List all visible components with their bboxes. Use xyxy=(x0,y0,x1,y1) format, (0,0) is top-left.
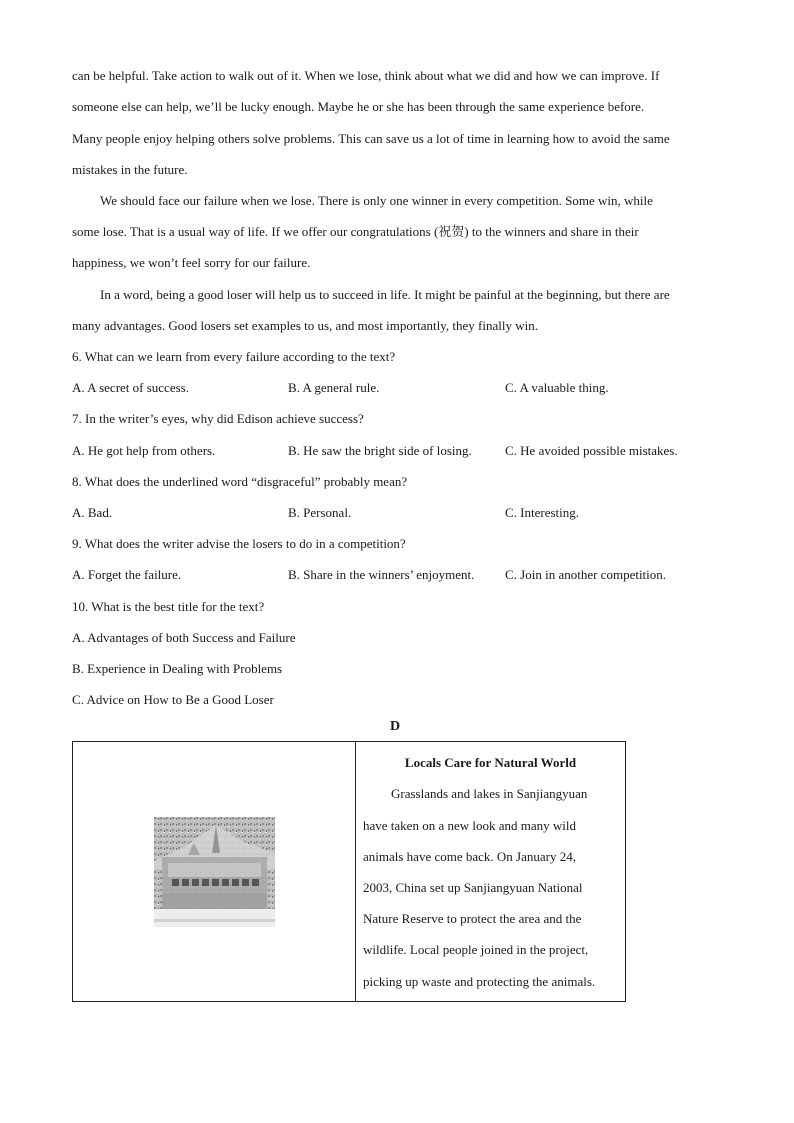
question-stem: 8. What does the underlined word “disgraceful” probably mean? xyxy=(72,474,408,489)
option-c: C. Interesting. xyxy=(505,505,580,520)
option-a: A. A secret of success. xyxy=(72,380,189,395)
passage-line: someone else can help, we’ll be lucky enough. Maybe he or she has been through the same experience before. xyxy=(72,99,645,114)
section-d-line: Grasslands and lakes in Sanjiangyuan xyxy=(391,786,588,801)
section-d-title: Locals Care for Natural World xyxy=(404,755,577,770)
question-stem: 6. What can we learn from every failure according to the text? xyxy=(72,349,396,364)
section-d-line: wildlife. Local people joined in the project, xyxy=(363,942,589,957)
option-a: A. Advantages of both Success and Failure xyxy=(72,630,296,645)
passage-line: We should face our failure when we lose. There is only one winner in every competition. Some win, while xyxy=(100,193,653,208)
passage-line: Many people enjoy helping others solve problems. This can save us a lot of time in learning how to avoid the same xyxy=(72,131,670,146)
section-letter: D xyxy=(390,719,401,734)
passage-line: happiness, we won’t feel sorry for our failure. xyxy=(72,255,311,270)
section-d-line: picking up waste and protecting the animals. xyxy=(363,974,596,989)
passage-line: mistakes in the future. xyxy=(72,162,188,177)
table-divider xyxy=(355,742,356,1001)
option-b: B. Personal. xyxy=(288,505,352,520)
passage-line: can be helpful. Take action to walk out of it. When we lose, think about what we did and how we can improve. If xyxy=(72,68,660,83)
option-a: A. Forget the failure. xyxy=(72,567,182,582)
section-d-line: 2003, China set up Sanjiangyuan National xyxy=(363,880,583,895)
option-c: C. He avoided possible mistakes. xyxy=(505,443,678,458)
section-d-table xyxy=(72,741,626,1002)
option-b: B. He saw the bright side of losing. xyxy=(288,443,472,458)
option-a: A. He got help from others. xyxy=(72,443,216,458)
option-c: C. Join in another competition. xyxy=(505,567,667,582)
passage-line: In a word, being a good loser will help us to succeed in life. It might be painful at the beginning, but there are xyxy=(100,287,670,302)
option-a: A. Bad. xyxy=(72,505,113,520)
section-d-line: animals have come back. On January 24, xyxy=(363,849,576,864)
passage-line: some lose. That is a usual way of life. If we offer our congratulations (祝贺) to the winners and share in their xyxy=(72,224,639,239)
question-stem: 10. What is the best title for the text? xyxy=(72,599,265,614)
option-b: B. Experience in Dealing with Problems xyxy=(72,661,283,676)
question-stem: 9. What does the writer advise the losers to do in a competition? xyxy=(72,536,406,551)
option-b: B. A general rule. xyxy=(288,380,380,395)
option-b: B. Share in the winners’ enjoyment. xyxy=(288,567,475,582)
passage-line: many advantages. Good losers set examples to us, and most importantly, they finally win. xyxy=(72,318,538,333)
option-c: C. A valuable thing. xyxy=(505,380,609,395)
section-d-line: Nature Reserve to protect the area and the xyxy=(363,911,582,926)
question-stem: 7. In the writer’s eyes, why did Edison achieve success? xyxy=(72,411,364,426)
option-c: C. Advice on How to Be a Good Loser xyxy=(72,692,274,707)
nature-reserve-photo xyxy=(154,817,275,927)
section-d-line: have taken on a new look and many wild xyxy=(363,818,576,833)
